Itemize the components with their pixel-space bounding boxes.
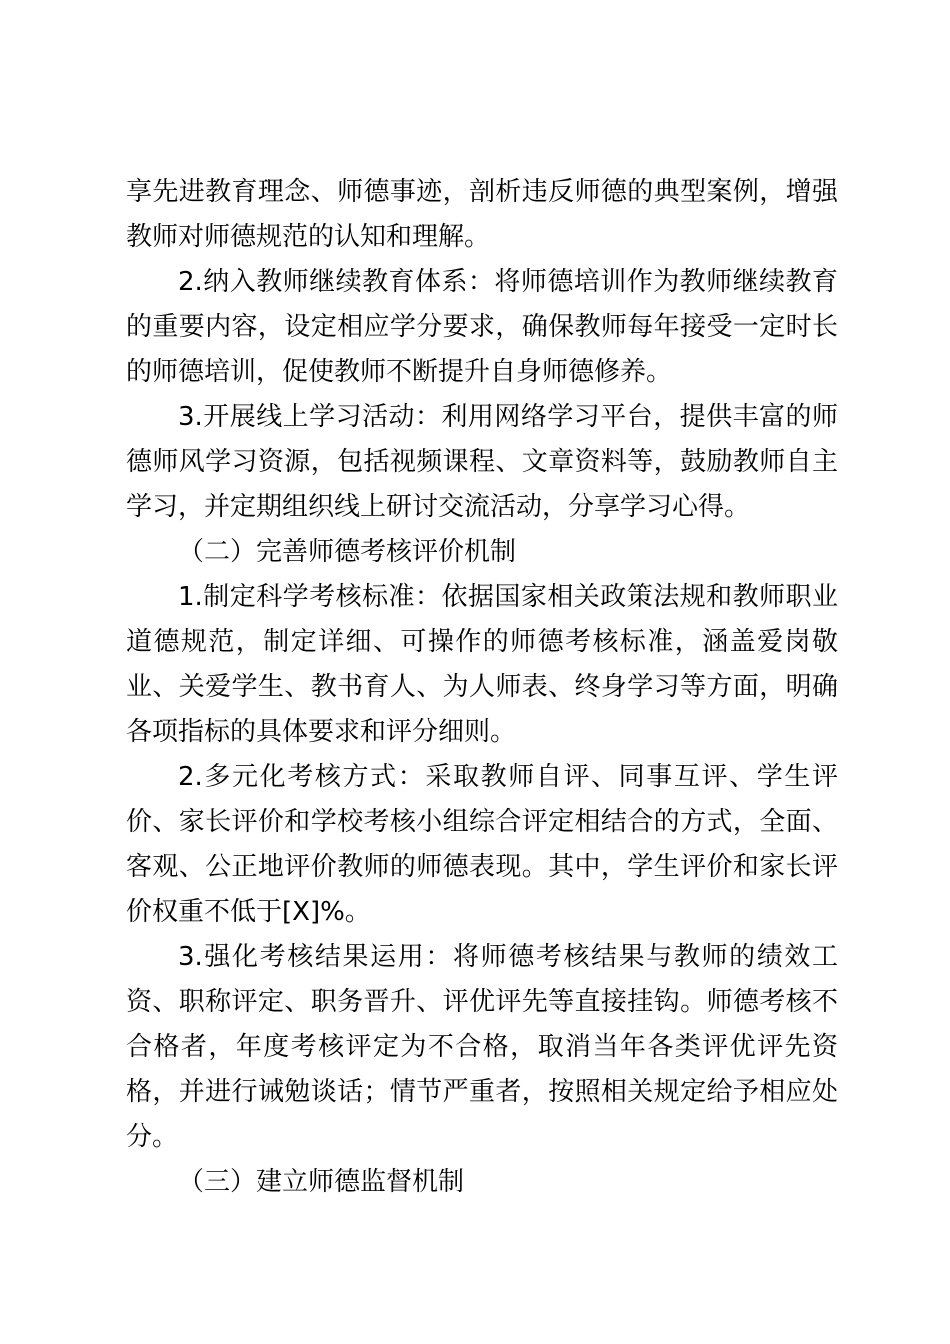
paragraph-result-application: 3.强化考核结果运用：将师德考核结果与教师的绩效工资、职称评定、职务晋升、评优评先等直接挂钩。师德考核不合格者，年度考核评定为不合格，取消当年各类评优评先资格，并进行诫勉谈话；情节严重者，按照相关规定给予相应处分。 (126, 942, 838, 1152)
section-heading-evaluation: （二）完善师德考核评价机制 (178, 537, 517, 567)
section-heading-supervision: （三）建立师德监督机制 (178, 1167, 465, 1197)
paragraph-continuing-education: 2.纳入教师继续教育体系：将师德培训作为教师继续教育的重要内容，设定相应学分要求，确保教师每年接受一定时长的师德培训，促使教师不断提升自身师德修养。 (126, 267, 838, 387)
paragraph-online-learning: 3.开展线上学习活动：利用网络学习平台，提供丰富的师德师风学习资源，包括视频课程、文章资料等，鼓励教师自主学习，并定期组织线上研讨交流活动，分享学习心得。 (126, 402, 838, 522)
paragraph-standards: 1.制定科学考核标准：依据国家相关政策法规和教师职业道德规范，制定详细、可操作的师德考核标准，涵盖爱岗敬业、关爱学生、教书育人、为人师表、终身学习等方面，明确各项指标的具体要求和评分细则。 (126, 582, 838, 747)
document-body (126, 170, 838, 1205)
paragraph-continuation: 享先进教育理念、师德事迹，剖析违反师德的典型案例，增强教师对师德规范的认知和理解。 (126, 177, 838, 252)
paragraph-diverse-assessment: 2.多元化考核方式：采取教师自评、同事互评、学生评价、家长评价和学校考核小组综合评定相结合的方式，全面、客观、公正地评价教师的师德表现。其中，学生评价和家长评价权重不低于[X]%。 (126, 762, 838, 927)
